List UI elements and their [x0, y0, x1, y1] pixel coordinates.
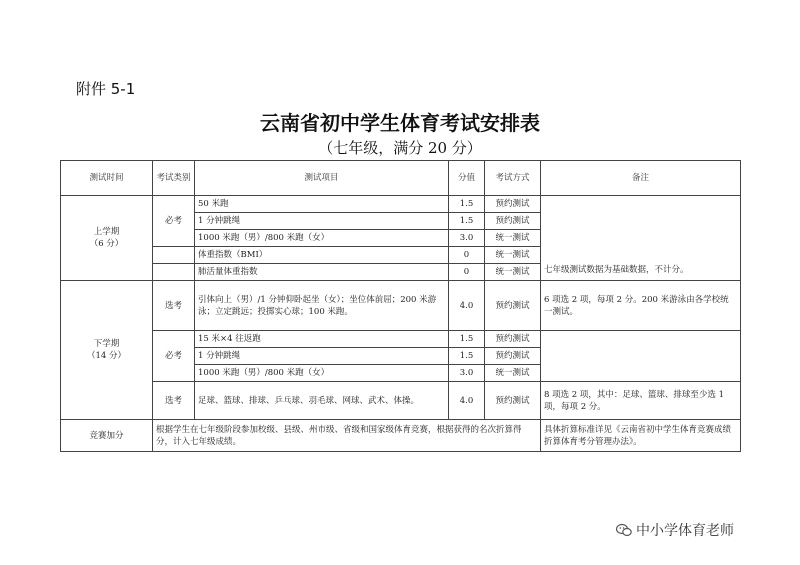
semester2-points: （14 分）: [86, 351, 127, 361]
attachment-label: 附件 5-1: [76, 80, 136, 98]
item-cell: 肺活量体重指数: [195, 264, 449, 281]
method-cell: 预约测试: [485, 331, 541, 348]
semester2-elective2-category: 选考: [153, 382, 195, 420]
score-cell: 1.5: [449, 213, 485, 230]
empty-remark-cell: [541, 331, 741, 382]
header-score: 分值: [449, 161, 485, 196]
method-cell: 预约测试: [485, 348, 541, 365]
method-cell: 统一测试: [485, 230, 541, 247]
header-items: 测试项目: [195, 161, 449, 196]
score-cell: 1.5: [449, 331, 485, 348]
document-title: 云南省初中学生体育考试安排表: [260, 111, 540, 135]
semester1-remark: 七年级测试数据为基础数据，不计分。: [541, 196, 741, 281]
item-cell: 1000 米跑（男）/800 米跑（女）: [195, 230, 449, 247]
item-cell: 1 分钟跳绳: [195, 348, 449, 365]
document-subtitle: （七年级，满分 20 分）: [318, 139, 482, 157]
method-cell: 预约测试: [485, 281, 541, 331]
score-cell: 0: [449, 264, 485, 281]
header-time: 测试时间: [61, 161, 153, 196]
score-cell: 3.0: [449, 230, 485, 247]
semester2-cell: [61, 281, 153, 420]
header-remark: 备注: [541, 161, 741, 196]
remark-cell: 8 项选 2 项，其中：足球、篮球、排球至少选 1 项，每项 2 分。: [541, 382, 741, 420]
exam-schedule-table: [60, 160, 741, 452]
competition-label: 竞赛加分: [61, 420, 153, 452]
method-cell: 统一测试: [485, 264, 541, 281]
score-cell: 1.5: [449, 196, 485, 213]
header-category: 考试类别: [153, 161, 195, 196]
item-cell: 15 米×4 往返跑: [195, 331, 449, 348]
score-cell: 4.0: [449, 382, 485, 420]
table-header-row: [61, 161, 741, 196]
score-cell: 3.0: [449, 365, 485, 382]
method-cell: 预约测试: [485, 196, 541, 213]
semester2-elective1-category: 选考: [153, 281, 195, 331]
watermark-text: 中小学体育老师: [636, 523, 734, 539]
item-cell: 1000 米跑（男）/800 米跑（女）: [195, 365, 449, 382]
empty-category-cell: [153, 247, 195, 264]
wechat-icon: [616, 523, 632, 537]
table-row: [61, 420, 741, 452]
score-cell: 0: [449, 247, 485, 264]
item-cell: 引体向上（男）/1 分钟仰卧起坐（女）；坐位体前屈；200 米游泳；立定跳远；投掷实心球；100 米跑。: [195, 281, 449, 331]
item-cell: 足球、篮球、排球、乒乓球、羽毛球、网球、武术、体操。: [195, 382, 449, 420]
method-cell: 统一测试: [485, 247, 541, 264]
table-row: [61, 331, 741, 348]
method-cell: 统一测试: [485, 365, 541, 382]
semester1-label: 上学期: [93, 227, 120, 237]
table-row: [61, 281, 741, 331]
table-row: [61, 382, 741, 420]
method-cell: 预约测试: [485, 382, 541, 420]
semester2-label: 下学期: [93, 339, 120, 349]
semester1-cell: [61, 196, 153, 281]
item-cell: 1 分钟跳绳: [195, 213, 449, 230]
score-cell: 4.0: [449, 281, 485, 331]
semester1-points: （6 分）: [89, 239, 124, 249]
watermark: [616, 520, 734, 540]
competition-description: 根据学生在七年级阶段参加校级、县级、州市级、省级和国家级体育竞赛，根据获得的名次折算得分，计入七年级成绩。: [153, 420, 541, 452]
item-cell: 体重指数（BMI）: [195, 247, 449, 264]
header-method: 考试方式: [485, 161, 541, 196]
method-cell: 预约测试: [485, 213, 541, 230]
competition-remark: 具体折算标准详见《云南省初中学生体育竞赛成绩折算体育考分管理办法》。: [541, 420, 741, 452]
score-cell: 1.5: [449, 348, 485, 365]
remark-cell: 6 项选 2 项，每项 2 分。200 米游泳由各学校统一测试。: [541, 281, 741, 331]
table-row: [61, 196, 741, 213]
item-cell: 50 米跑: [195, 196, 449, 213]
semester1-category: 必考: [153, 196, 195, 247]
empty-category-cell: [153, 264, 195, 281]
semester2-required-category: 必考: [153, 331, 195, 382]
